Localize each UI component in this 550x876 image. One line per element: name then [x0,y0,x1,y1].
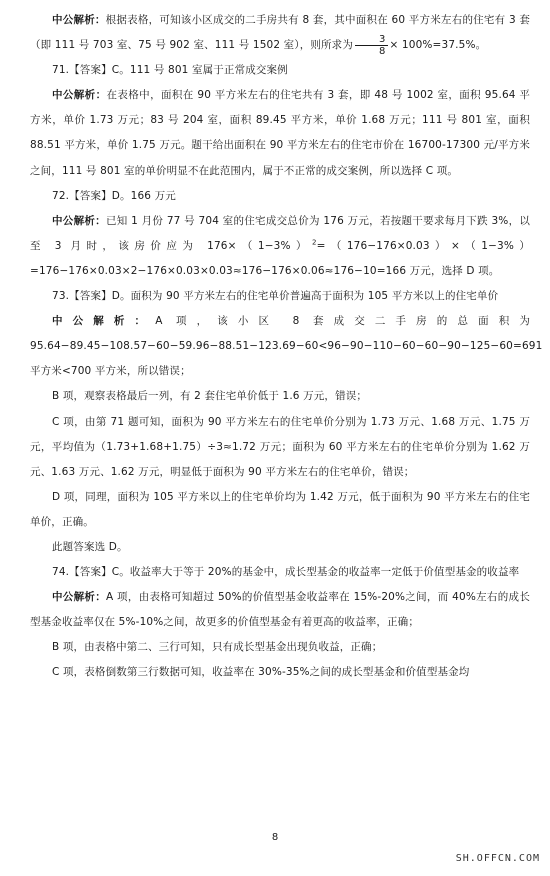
paragraph-73d [30,485,530,535]
fraction [355,34,388,57]
analysis-text: 在表格中，面积在 90 平方米左右的住宅共有 3 套，即 48 号 1002 室，面积 95.64 平方米，单价 1.73 万元；83 号 204 室，面积 89.45 平方米，单价 1.68 万元；111 号 801 室，面积 88.51 平方米，单价 1.75 万元。题干给出面积在 90 平方米左右的住宅市价在 16700-17300 元/平方米之间，111 号 801 室的单价明显不在此范围内，属于不正常的成交案例，所以选择 C 项。 [30,89,531,177]
analysis-label: 中公解析： [52,14,106,26]
paragraph-74b [30,635,530,660]
analysis-text-after: × 100%=37.5%。 [389,39,487,52]
analysis-text: 已知 1 月份 77 号 704 室的住宅成交总价为 176 万元，若按题干要求每月下跌 3%，以至 3 月时，该房价应为 176×（1−3%） [30,214,531,252]
fraction-denominator: 8 [378,45,386,57]
answer-74 [30,560,530,585]
paragraph-73b [30,384,530,409]
page-number: 8 [271,832,279,843]
fraction-numerator: 3 [355,34,388,46]
analysis-text-after: =（176−176×0.03）×（1−3%）=176−176×0.03×2−176×0.03×0.03≈176−176×0.06≈176−10=166 万元，选择 D 项。 [30,239,531,277]
answer-73 [30,284,530,309]
paragraph-text: C 项，表格倒数第三行数据可知，收益率在 30%-35%之间的成长型基金和价值型基金均 [52,666,470,679]
document-body [30,8,543,686]
answer-72 [30,184,530,209]
paragraph-analysis-72 [30,209,530,284]
answer-text: 72.【答案】D。166 万元 [52,189,176,202]
superscript: 2 [311,238,317,247]
paragraph-73-conclusion [30,535,530,560]
watermark-text: SH.OFFCN.COM [455,853,540,864]
paragraph-73c [30,410,530,485]
analysis-label: 中公解析： [52,89,107,102]
paragraph-text: B 项，观察表格最后一列，有 2 套住宅单价低于 1.6 万元，错误； [52,390,368,403]
paragraph-analysis-71 [30,83,530,183]
answer-text: 74.【答案】C。收益率大于等于 20%的基金中，成长型基金的收益率一定低于价值型基金的收益率 [52,566,520,579]
analysis-text: A 项，该小区 8 套成交二手房的总面积为 95.64−89.45−108.57−60−59.96−88.51−123.69−60<96−90−110−60−60−90−125−60=691 平方米<700 平方米，所以错误； [30,315,543,378]
answer-text: 73.【答案】D。面积为 90 平方米左右的住宅单价普遍高于面积为 105 平方米以上的住宅单价 [52,290,499,303]
analysis-text: 根据表格，可知该小区成交的二手房共有 8 套，其中面积在 60 平方米左右的住宅有 3 套（即 111 号 703 室、75 号 902 室、111 号 1502 室），则所求为 [30,14,531,52]
paragraph-analysis-73a [30,309,543,384]
analysis-label: 中公解析： [52,315,156,328]
answer-text: 71.【答案】C。111 号 801 室属于正常成交案例 [52,64,288,77]
paragraph-text: D 项，同理，面积为 105 平方米以上的住宅单价均为 1.42 万元，低于面积为 90 平方米左右的住宅单价，正确。 [30,490,530,528]
paragraph-text: B 项，由表格中第二、三行可知，只有成长型基金出现负收益，正确； [52,641,383,654]
paragraph-analysis-70 [30,8,530,58]
analysis-label: 中公解析： [52,591,107,604]
paragraph-74c [30,660,530,685]
answer-71 [30,58,530,83]
analysis-label: 中公解析： [52,214,106,227]
paragraph-text: 此题答案选 D。 [52,540,128,553]
analysis-text: A 项，由表格可知超过 50%的价值型基金收益率在 15%-20%之间，而 40%左右的成长型基金收益率仅在 5%-10%之间，故更多的价值型基金有着更高的收益率，正确； [30,591,530,629]
paragraph-text: C 项，由第 71 题可知，面积为 90 平方米左右的住宅单价分别为 1.73 万元、1.68 万元、1.75 万元，平均值为（1.73+1.68+1.75）÷3≈1.72 万元；面积为 60 平方米左右的住宅单价分别为 1.62 万元、1.63 万元、1.62 万元，明显低于面积为 90 平方米左右的住宅单价，错误； [30,415,530,478]
paragraph-analysis-74a [30,585,530,635]
